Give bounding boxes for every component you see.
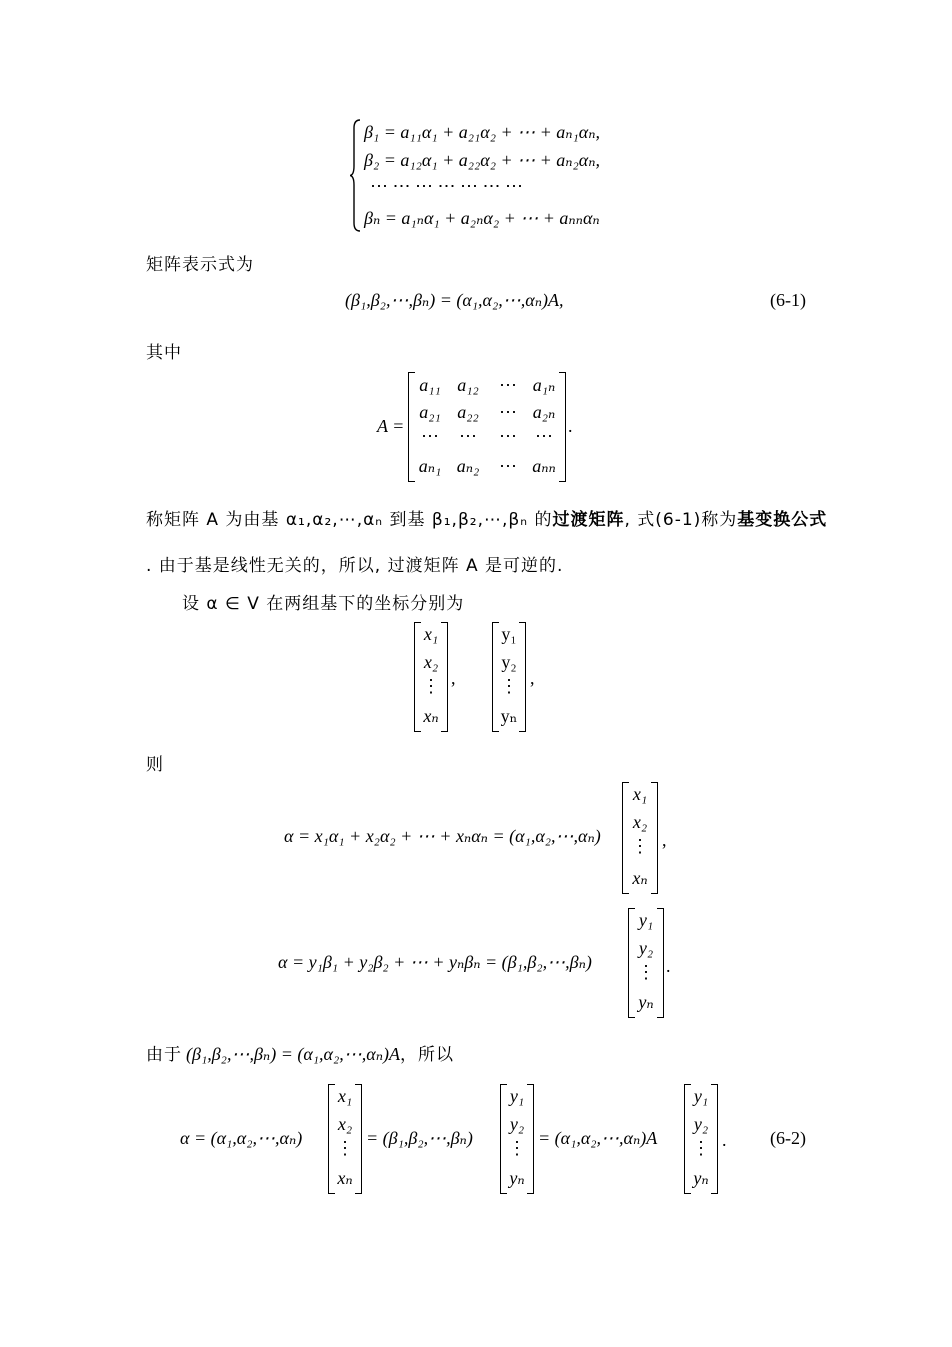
period-mark: . (722, 1130, 727, 1150)
vector-entry: xₙ (423, 706, 439, 726)
matrix-A-lhs: A = (377, 416, 405, 436)
vector-entry: x₂ (337, 1114, 353, 1134)
vector-entry: x₂ (423, 652, 439, 672)
matrix-cell: aₙ₂ (456, 456, 480, 476)
matrix-cell: ⋯ (421, 426, 439, 446)
vector-entry: y₁ (638, 910, 654, 930)
matrix-cell: a₂ₙ (532, 402, 556, 422)
vector-entry: yₙ (509, 1168, 525, 1188)
eq2-part-c: = (α₁,α₂,⋯,αₙ)A (538, 1128, 658, 1148)
vector-entry: x₁ (423, 624, 439, 644)
matrix-cell: ⋯ (535, 426, 553, 446)
vector-x (622, 782, 658, 894)
vector-x (414, 622, 448, 732)
para1-b: , 式(6-1)称为 (624, 510, 738, 530)
vector-entry: y₂ (693, 1114, 709, 1134)
matrix-intro: 矩阵表示式为 (146, 255, 254, 275)
period-mark: . (568, 416, 573, 436)
ze-label: 则 (146, 755, 164, 775)
vector-entry: x₁ (632, 784, 648, 804)
alpha-y-equation: α = y₁β₁ + y₂β₂ + ⋯ + yₙβₙ = (β₁,β₂,⋯,βₙ) (278, 952, 592, 972)
eq2-part-b: = (β₁,β₂,⋯,βₙ) (366, 1128, 473, 1148)
youyu-b: ，所以 (399, 1045, 454, 1065)
vector-entry: y₂ (509, 1114, 525, 1134)
vector-entry: y₁ (509, 1086, 525, 1106)
matrix-cell: ⋯ (499, 456, 517, 476)
matrix-cell: ⋯ (459, 426, 477, 446)
comma-mark: , (451, 668, 456, 688)
vector-entry: ⋮ (631, 836, 649, 856)
matrix-cell: ⋯ (499, 426, 517, 446)
comma-mark: , (662, 830, 667, 850)
vector-entry: yₙ (500, 706, 518, 726)
vector-y (684, 1084, 718, 1194)
qizhong-label: 其中 (146, 343, 182, 363)
para1-a: 称矩阵 A 为由基 α₁,α₂,⋯,αₙ 到基 β₁,β₂,⋯,βₙ 的 (146, 510, 553, 530)
vector-entry: ⋮ (692, 1138, 710, 1158)
vector-entry: x₁ (337, 1086, 353, 1106)
vector-x (328, 1084, 362, 1194)
youyu-equation: (β₁,β₂,⋯,βₙ) = (α₁,α₂,⋯,αₙ)A (186, 1044, 400, 1064)
vector-entry: y₂ (501, 652, 517, 672)
matrix-A (408, 372, 566, 482)
equation-number-6-2: (6-2) (770, 1128, 806, 1148)
equation-number-6-1: (6-1) (770, 290, 806, 310)
comma-mark: , (530, 668, 535, 688)
paragraph-2: 设 α ∈ V 在两组基下的坐标分别为 (182, 594, 465, 614)
paragraph-1-line-1 (146, 505, 827, 530)
matrix-cell: ⋯ (499, 402, 517, 422)
matrix-cell: aₙₙ (532, 456, 556, 476)
matrix-cell: a₂₁ (419, 402, 441, 422)
system-row-2: β₂ = a₁₂α₁ + a₂₂α₂ + ⋯ + aₙ₂αₙ, (364, 150, 601, 170)
vector-entry: ⋮ (637, 962, 655, 982)
youyu-a: 由于 (146, 1045, 182, 1065)
left-brace (350, 118, 360, 233)
system-row-3: ⋯ ⋯ ⋯ ⋯ ⋯ ⋯ ⋯ (370, 176, 523, 196)
vector-entry: y₂ (638, 938, 654, 958)
vector-entry: ⋮ (336, 1138, 354, 1158)
equation-6-1: (β₁,β₂,⋯,βₙ) = (α₁,α₂,⋯,αₙ)A, (345, 290, 564, 310)
youyu-line (146, 1040, 454, 1065)
vector-entry: ⋮ (508, 1138, 526, 1158)
matrix-cell: aₙ₁ (418, 456, 442, 476)
matrix-cell: a₁₁ (419, 375, 441, 395)
matrix-cell: a₁₂ (457, 375, 479, 395)
vector-entry: ⋮ (422, 676, 440, 696)
vector-entry: yₙ (638, 992, 654, 1012)
vector-entry: y₁ (501, 624, 517, 644)
vector-entry: xₙ (337, 1168, 353, 1188)
eq2-part-a: α = (α₁,α₂,⋯,αₙ) (180, 1128, 303, 1148)
vector-entry: y₁ (693, 1086, 709, 1106)
vector-y (628, 908, 664, 1018)
matrix-cell: a₂₂ (457, 402, 479, 422)
matrix-cell: a₁ₙ (532, 375, 556, 395)
alpha-x-equation: α = x₁α₁ + x₂α₂ + ⋯ + xₙαₙ = (α₁,α₂,⋯,αₙ) (284, 826, 601, 846)
vector-entry: xₙ (632, 868, 648, 888)
period-mark: . (666, 956, 671, 976)
vector-entry: x₂ (632, 812, 648, 832)
system-row-4: βₙ = a₁ₙα₁ + a₂ₙα₂ + ⋯ + aₙₙαₙ (364, 208, 600, 228)
matrix-cell: ⋯ (499, 375, 517, 395)
vector-entry: ⋮ (500, 676, 518, 696)
vector-entry: yₙ (693, 1168, 709, 1188)
system-row-1: β₁ = a₁₁α₁ + a₂₁α₂ + ⋯ + aₙ₁αₙ, (364, 122, 601, 142)
term-basis-change: 基变换公式 (737, 510, 828, 530)
paragraph-1-line-2: . 由于基是线性无关的，所以, 过渡矩阵 A 是可逆的. (146, 556, 564, 576)
vector-y (500, 1084, 534, 1194)
equation-system (350, 118, 620, 236)
vector-y-upright (492, 622, 526, 732)
term-transition-matrix: 过渡矩阵 (552, 510, 625, 530)
